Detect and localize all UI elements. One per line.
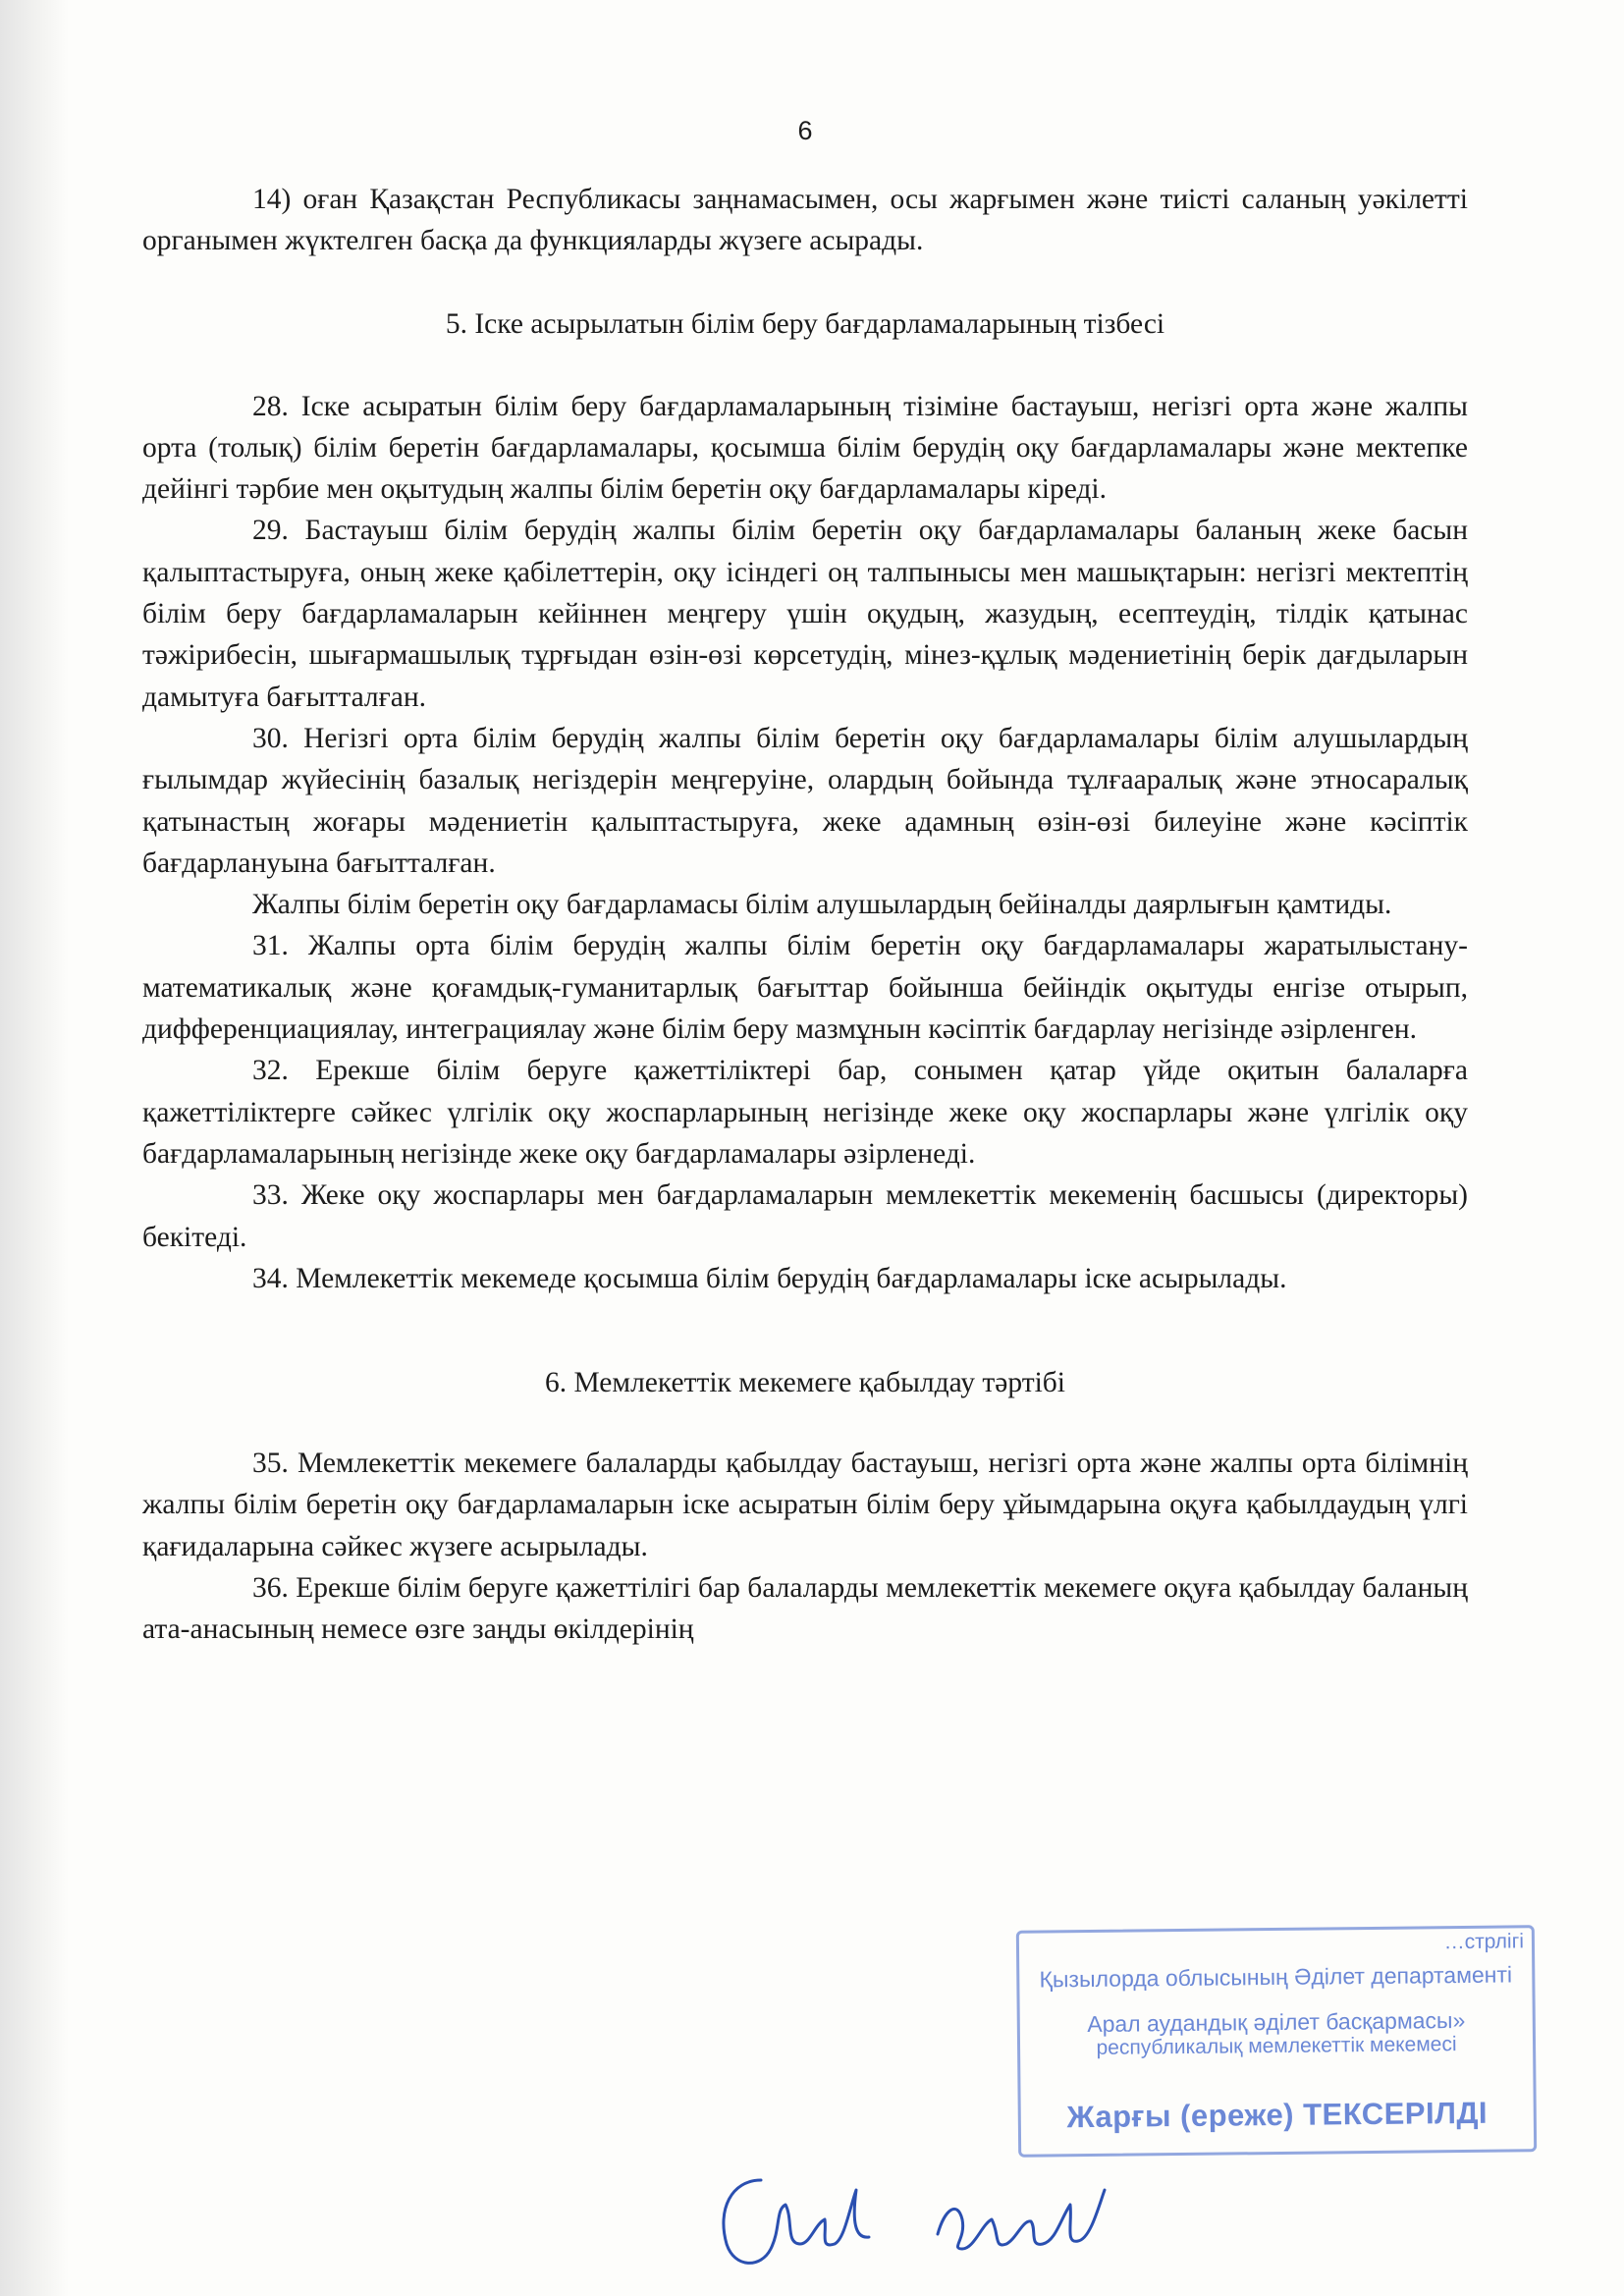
paragraph-33: 33. Жеке оқу жоспарлары мен бағдарламаларын мемлекеттік мекеменің басшысы (директоры) бекітеді.	[142, 1179, 1468, 1253]
paragraph-36: 36. Ерекше білім беруге қажеттілігі бар балаларды мемлекеттік мекемеге оқуға қабылдау баланың ата-анасының немесе өзге заңды өкілдерінің	[142, 1572, 1468, 1646]
stamp-line-verified: Жарғы (ереже) ТЕКСЕРІЛДІ	[1066, 2095, 1489, 2135]
paragraph-29: 29. Бастауыш білім берудің жалпы білім беретін оқу бағдарламалары баланың жеке басын қалыптастыруға, оның жеке қабілеттерін, оқу ісіндегі оң талпынысы мен машықтарын: негізгі мектептің білім беру бағдарламаларын кейіннен меңгеру үшін оқудың, жазудың, есептеудің, тілдік қатынас тәжірибесін, шығармашылық тұрғыдан өзін-өзі көрсетудің, мінез-құлық мәдениетінің берік дағдыларын дамытуға бағытталған.	[142, 515, 1468, 713]
scan-edge-shadow	[0, 0, 69, 2296]
paragraph-30: 30. Негізгі орта білім берудің жалпы білім беретін оқу бағдарламалары білім алушылардың ғылымдар жүйесінің базалық негіздерін меңгеруіне, олардың бойында тұлғааралық және этносаралық қатынастың жоғары мәдениетін қалыптастыруға, жеке адамның өзін-өзі билеуіне және кәсіптік бағдарлануына бағытталған.	[142, 722, 1468, 879]
handwritten-signatures	[687, 2151, 1139, 2288]
signature-first	[724, 2180, 869, 2263]
section-5-title: 5. Іске асырылатын білім беру бағдарламаларының тізбесі	[445, 307, 1165, 340]
page-number: 6	[797, 116, 813, 145]
paragraph-14: 14) оған Қазақстан Республикасы заңнамасымен, осы жарғымен және тиісті саланың уәкілетті органымен жүктелген басқа да функцияларды жүзеге асырады.	[142, 184, 1468, 257]
document-body	[142, 179, 1468, 1651]
paragraph-34: 34. Мемлекеттік мекемеде қосымша білім берудің бағдарламалары іске асырылады.	[252, 1262, 1287, 1294]
paragraph-35: 35. Мемлекеттік мекемеге балаларды қабылдау бастауыш, негізгі орта және жалпы орта білімнің жалпы білім беретін оқу бағдарламаларын іске асыратын білім беру ұйымдарына оқуға қабылдаудың үлгі қағидаларына сәйкес жүзеге асырылады.	[142, 1448, 1468, 1562]
stamp-line-institution: республикалық мемлекеттік мекемесі	[1096, 2033, 1457, 2059]
paragraph-30-continuation: Жалпы білім беретін оқу бағдарламасы білім алушылардың бейіналды даярлығын қамтиды.	[252, 889, 1392, 921]
stamp-line-office: Арал аудандық әділет басқармасы»	[1087, 2006, 1466, 2038]
paragraph-28: 28. Іске асыратын білім беру бағдарламаларының тізіміне бастауыш, негізгі орта және жалпы орта (толық) білім беретін бағдарламалары, қосымша білім берудің оқу бағдарламалары және мектепке дейінгі тәрбие мен оқытудың жалпы білім беретін оқу бағдарламалары кіреді.	[142, 390, 1468, 506]
stamp-line-department: Қызылорда облысының Әділет департаменті	[1039, 1961, 1513, 1993]
signature-second	[938, 2190, 1105, 2249]
paragraph-31: 31. Жалпы орта білім берудің жалпы білім беретін оқу бағдарламалары жаратылыстану-математикалық және қоғамдық-гуманитарлық бағыттар бойынша бейіндік оқытуды енгізе отырып, дифференциациялау, интеграциялау және білім беру мазмұнын кәсіптік бағдарлау негізінде әзірленген.	[142, 930, 1468, 1046]
verification-stamp	[1016, 1925, 1537, 2158]
stamp-line-ministry: …стрлігі	[1443, 1930, 1525, 1954]
paragraph-32: 32. Ерекше білім беруге қажеттіліктері бар, сонымен қатар үйде оқитын балаларға қажеттіліктерге сәйкес үлгілік оқу жоспарларының негізінде жеке оқу жоспарлары және үлгілік оқу бағдарламаларының негізінде жеке оқу бағдарламалары әзірленеді.	[142, 1055, 1468, 1170]
section-6-title: 6. Мемлекеттік мекемеге қабылдау тәртібі	[544, 1367, 1066, 1399]
